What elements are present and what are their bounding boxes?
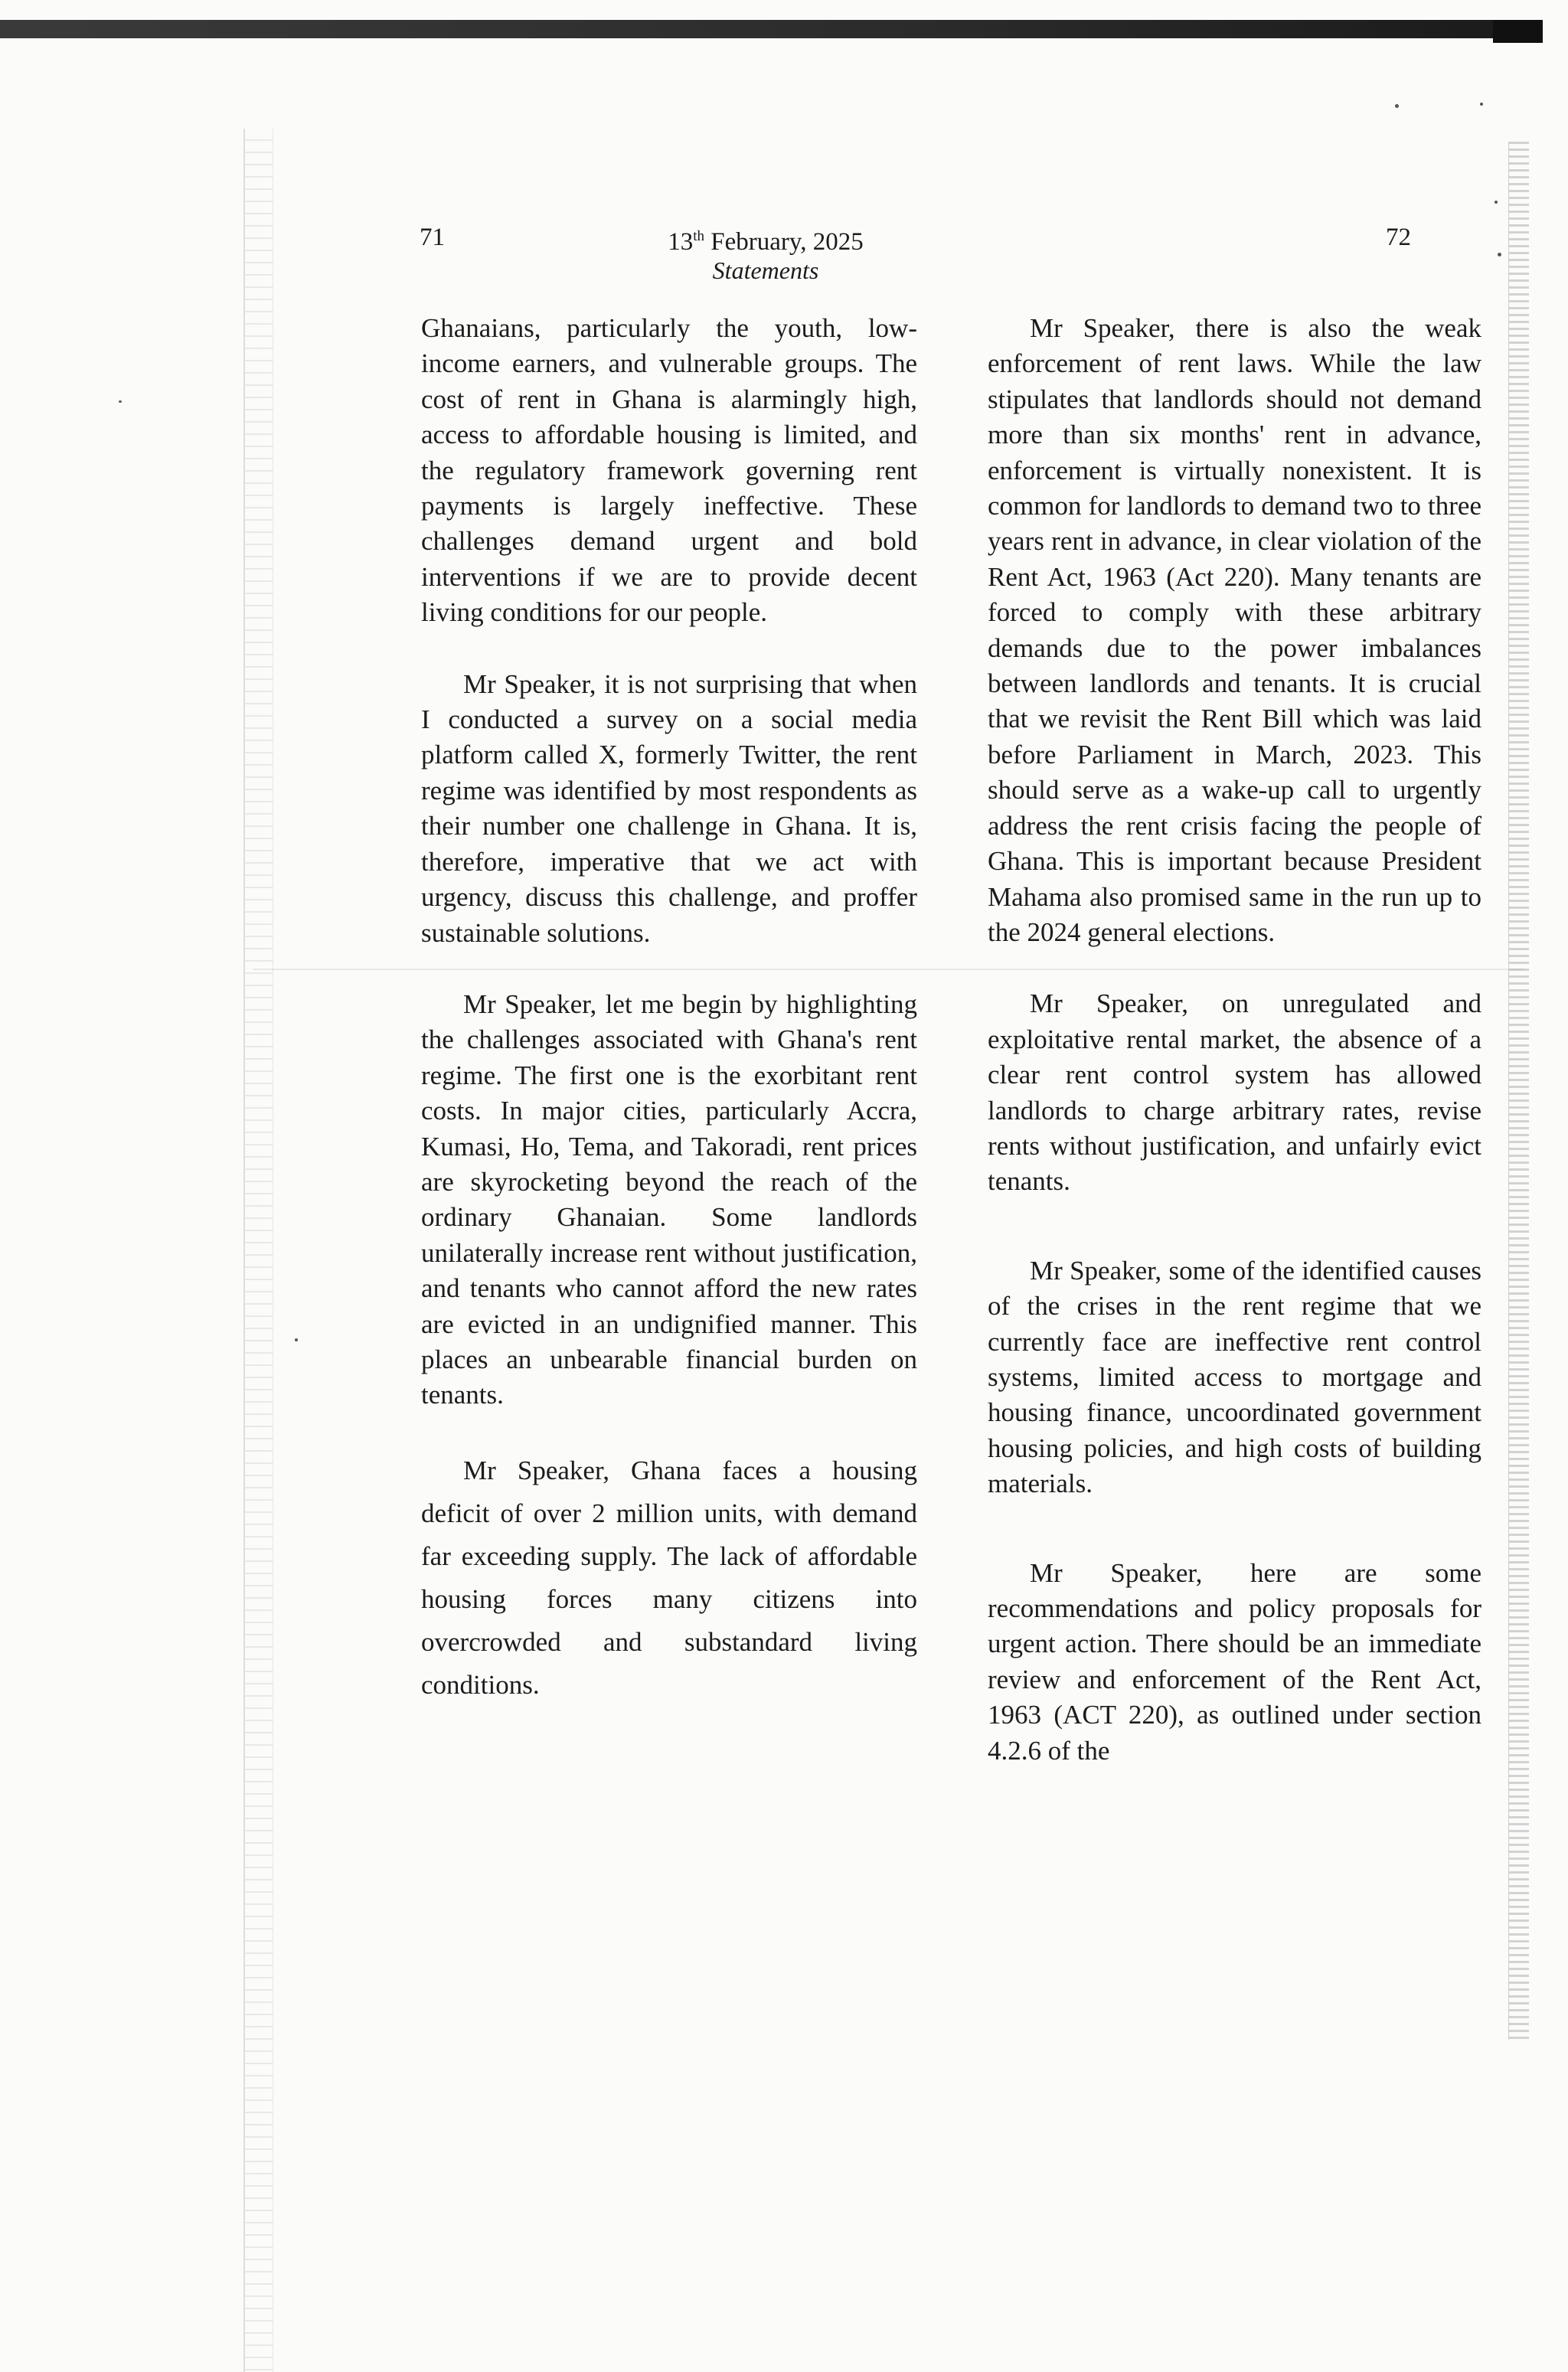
scan-speck [1395,104,1399,108]
scan-speck [1494,201,1498,204]
scan-speck [1480,103,1483,106]
header-date-suffix: th [693,228,705,244]
left-column [421,311,917,1707]
page-number-left: 71 [420,224,445,251]
page-number-right: 72 [1386,224,1411,251]
paragraph: Ghanaians, particularly the youth, low-income earners, and vulnerable groups. The cost of rent in Ghana is alarmingly high, access to affordable housing is limited, and the regulatory framework governing rent payments is largely ineffective. These challenges demand urgent and bold interventions if we are to provide decent living conditions for our people. [421,313,917,628]
paragraph: Mr Speaker, on unregulated and exploitative rental market, the absence of a clear rent control system has allowed landlords to charge arbitrary rates, revise rents without justification, and unfairly evict tenants. [988,988,1481,1197]
header-section-title: Statements [712,256,819,284]
right-column [988,311,1481,1769]
scan-speck [119,400,122,403]
scan-speck [1498,253,1501,256]
header-date [574,222,957,256]
scan-top-edge [0,20,1543,38]
header-date-rest: February, 2025 [704,228,864,256]
paragraph: Mr Speaker, there is also the weak enforcement of rent laws. While the law stipulates that landlords should not demand more than six months' rent in advance, enforcement is virtually nonexistent. It is common for landlords to demand two to three years rent in advance, in clear violation of the Rent Act, 1963 (Act 220). Many tenants are forced to comply with these arbitrary demands due to the power imbalances between landlords and tenants. It is crucial that we revisit the Rent Bill which was laid before Parliament in March, 2023. This should serve as a wake-up call to urgently address the rent crisis facing the people of Ghana. This is important because President Mahama also promised same in the run up to the 2024 general elections. [988,313,1481,947]
binding-shadow-left [243,129,273,2372]
paragraph: Mr Speaker, some of the identified causes of the crises in the rent regime that we currently face are ineffective rent control systems, limited access to mortgage and housing finance, uncoordinated government housing policies, and high costs of building materials. [988,1255,1481,1499]
paragraph: Mr Speaker, here are some recommendations and policy proposals for urgent action. There should be an immediate review and enforcement of the Rent Act, 1963 (ACT 220), as outlined under section 4.2.6 of the [988,1557,1481,1766]
scan-top-edge-corner [1493,20,1543,43]
paragraph: Mr Speaker, Ghana faces a housing deficit of over 2 million units, with demand far exceeding supply. The lack of affordable housing forces many citizens into overcrowded and substandard living conditions. [421,1455,917,1700]
paragraph: Mr Speaker, let me begin by highlighting the challenges associated with Ghana's rent regime. The first one is the exorbitant rent costs. In major cities, particularly Accra, Kumasi, Ho, Tema, and Takoradi, rent prices are skyrocketing beyond the reach of the ordinary Ghanaian. Some landlords unilaterally increase rent without justification, and tenants who cannot afford the new rates are evicted in an undignified manner. This places an unbearable financial burden on tenants. [421,988,917,1410]
paragraph: Mr Speaker, it is not surprising that when I conducted a survey on a social media platform called X, formerly Twitter, the rent regime was identified by most respondents as their number one challenge in Ghana. It is, therefore, imperative that we act with urgency, discuss this challenge, and proffer sustainable solutions. [421,668,917,948]
header-date-day: 13 [668,228,694,256]
scan-speck [295,1338,298,1341]
binding-shadow-right [1508,142,1529,2040]
page-header [574,222,957,284]
